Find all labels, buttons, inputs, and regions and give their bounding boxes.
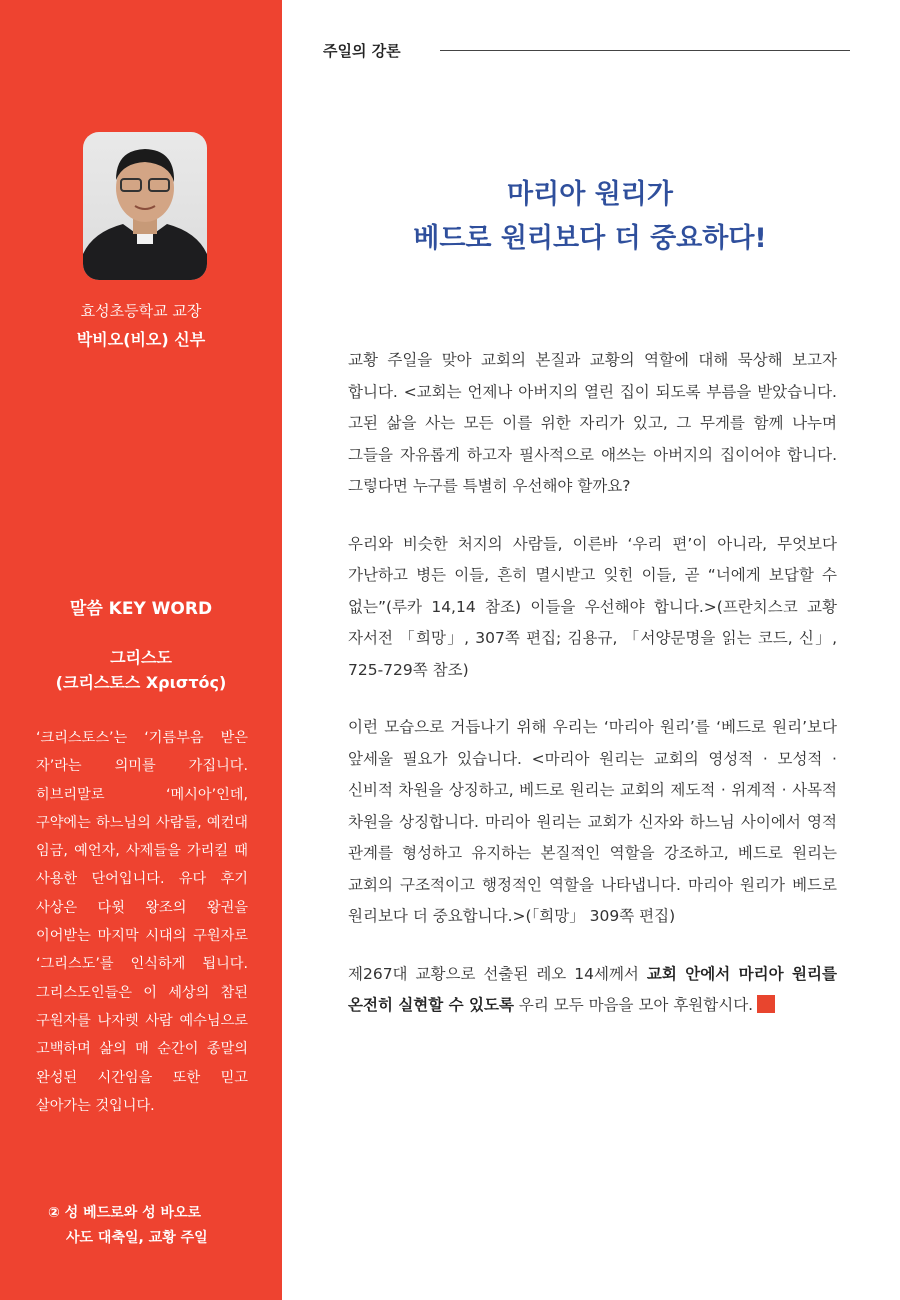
author-photo	[83, 132, 207, 280]
keyword-term: 그리스도	[110, 648, 172, 667]
keyword-heading: 말씀 KEY WORD	[69, 599, 213, 619]
paragraph-4-emphasis: 교회 안에서 마리아 원리를 온전히 실현할 수 있도록	[348, 964, 837, 1014]
paragraph-3: 이런 모습으로 거듭나기 위해 우리는 ‘마리아 원리’를 ‘베드로 원리’보다 앞세울 필요가 있습니다. <마리아 원리는 교회의 영성적 · 모성적 · 신비적 차원을 상징하고, 베드로 원리는 교회의 제도적 · 위계적 · 사목적 차원을 상징합니다. 마리아 원리는 교회가 신자와 하느님 사이에서 영적 관계를 형성하고 유지하는 본질적인 역할을 강조하고, 베드로 원리는 교회의 구조적이고 행정적인 역할을 나타냅니다. 마리아 원리가 베드로 원리보다 더 중요합니다.>(「희망」 309쪽 편집)	[348, 718, 837, 925]
liturgical-day-line1: ② 성 베드로와 성 바오로	[48, 1205, 202, 1221]
sidebar	[0, 0, 282, 1300]
paragraph-4	[348, 959, 837, 1022]
keyword-explanation: ‘크리스토스’는 ‘기름부음 받은 자’라는 의미를 가집니다. 히브리말로 ‘메시아’인데, 구약에는 하느님의 사람들, 예컨대 임금, 예언자, 사제들을 가리킬 때 사용한 단어입니다. 유다 후기 사상은 다윗 왕조의 왕권을 이어받는 마지막 시대의 구원자로 ‘그리스도’를 인식하게 됩니다. 그리스도인들은 이 세상의 참된 구원자를 나자렛 사람 예수님으로 고백하며 삶의 매 순간이 종말의 완성된 시간임을 또한 믿고 살아가는 것입니다.	[36, 730, 248, 1114]
liturgical-day-line2: 사도 대축일, 교황 주일	[66, 1230, 208, 1246]
article-title-line2: 베드로 원리보다 더 중요하다!	[413, 223, 767, 254]
author-name: 박비오(비오) 신부	[76, 330, 206, 349]
section-divider	[440, 50, 850, 51]
paragraph-4-end: 우리 모두 마음을 모아 후원합시다.	[513, 996, 754, 1014]
section-label: 주일의 강론	[323, 42, 401, 60]
end-mark-icon	[757, 995, 775, 1013]
paragraph-1: 교황 주일을 맞아 교회의 본질과 교황의 역할에 대해 묵상해 보고자 합니다. <교회는 언제나 아버지의 열린 집이 되도록 부름을 받았습니다. 고된 삶을 사는 모든 이를 위한 자리가 있고, 그 무게를 함께 나누며 그들을 자유롭게 하고자 필사적으로 애쓰는 아버지의 집이어야 합니다. 그렇다면 누구를 특별히 우선해야 할까요?	[348, 351, 837, 495]
author-role: 효성초등학교 교장	[80, 302, 202, 320]
article-title-line1: 마리아 원리가	[507, 179, 673, 210]
article-body	[348, 345, 837, 1048]
paragraph-2: 우리와 비슷한 처지의 사람들, 이른바 ‘우리 편’이 아니라, 무엇보다 가난하고 병든 이들, 흔히 멸시받고 잊힌 이들, 곧 “너에게 보답할 수 없는”(루카 14,14 참조) 이들을 우선해야 합니다.>(프란치스코 교황 자서전 「희망」, 307쪽 편집; 김용규, 「서양문명을 읽는 코드, 신」, 725-729쪽 참조)	[348, 534, 837, 679]
keyword-term-transliteration: (크리스토스 Χριστός)	[55, 673, 227, 692]
paragraph-4-start: 제267대 교황으로 선출된 레오 14세께서	[348, 964, 647, 983]
